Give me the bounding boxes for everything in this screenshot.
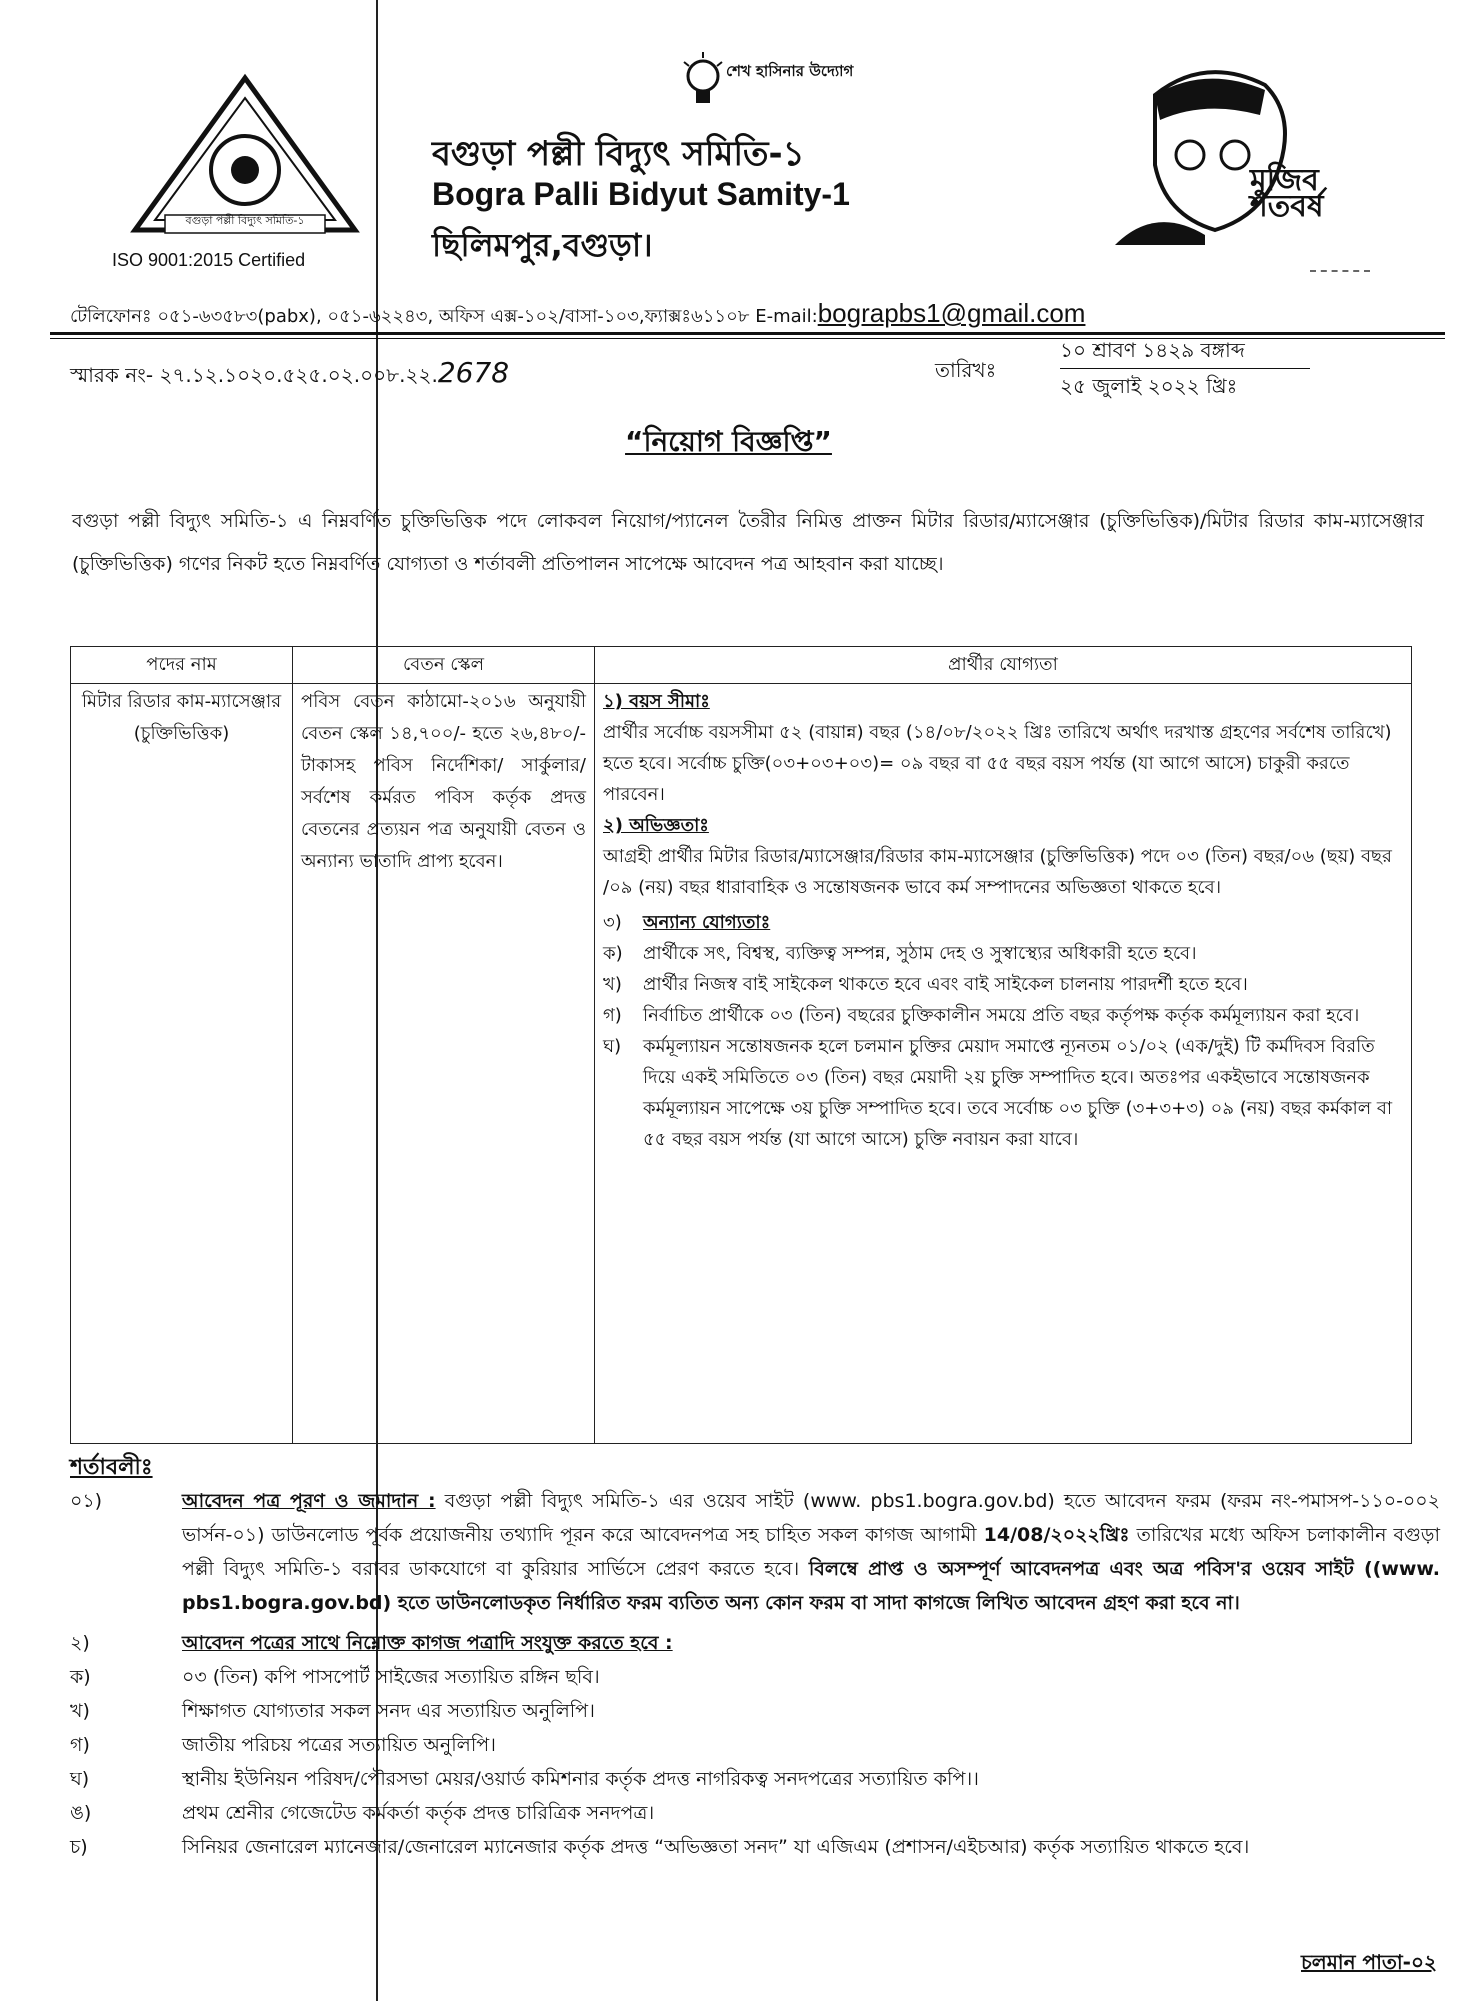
list-item bbox=[70, 1830, 1440, 1864]
memo-handwritten-number: 2678 bbox=[437, 356, 510, 389]
item-key: ঘ) bbox=[70, 1768, 90, 1790]
requirements-table bbox=[70, 646, 1412, 1444]
experience-heading: ২) অভিজ্ঞতাঃ bbox=[603, 815, 709, 836]
memo-number bbox=[70, 356, 509, 394]
item-text: কর্মমূল্যায়ন সন্তোষজনক হলে চলমান চুক্তির মেয়াদ সমাপ্তে ন্যূনতম ০১/০২ (এক/দুই) টি কর্মদিবস বিরতি দিয়ে একই সমিতিতে ০৩ (তিন) বছর মেয়াদী ২য় চুক্তি সম্পাদিত হবে। অতঃপর একইভাবে সন্তোষজনক কর্মমূল্যায়ন সাপেক্ষে ৩য় চুক্তি সম্পাদিত হবে। তবে সর্বোচ্চ ০৩ চুক্তি (৩+৩+৩) ০৯ (নয়) বছর কর্মকাল বা ৫৫ বছর বয়স পর্যন্ত (যা আগে আসে) চুক্তি নবায়ন করা যাবে। bbox=[643, 1036, 1393, 1150]
item-text: প্রথম শ্রেনীর গেজেটেড কর্মকর্তা কর্তৃক প্রদত্ত চারিত্রিক সনদপত্র। bbox=[182, 1802, 655, 1824]
item-key: ক) bbox=[603, 943, 623, 964]
condition-heading: আবেদন পত্রের সাথে নিম্নোক্ত কাগজ পত্রাদি সংযুক্ত করতে হবে : bbox=[182, 1632, 673, 1654]
list-item bbox=[70, 1762, 1440, 1796]
contact-line bbox=[70, 298, 1085, 333]
post-name: মিটার রিডার কাম-ম্যাসেঞ্জার (চুক্তিভিত্তিক) bbox=[71, 684, 293, 1444]
list-item bbox=[70, 1660, 1440, 1694]
condition-body: বগুড়া পল্লী বিদ্যুৎ সমিতি-১ এর ওয়েব সাইট (www. pbs1.bogra.gov.bd) হতে আবেদন ফরম (ফরম নং-পমাসপ-১১০-০০২ ভার্সন-০১) ডাউনলোড পূর্বক প্রয়োজনীয় তথ্যাদি পূরন করে আবেদনপত্র সহ চাহিত সকল কাগজ আগামী bbox=[182, 1490, 1440, 1546]
salary-scale: পবিস বেতন কাঠামো-২০১৬ অনুযায়ী বেতন স্কেল ১৪,৭০০/- হতে ২৬,৪৮০/- টাকাসহ পবিস নির্দেশিকা/ সার্কুলার/ সর্বশেষ কর্মরত পবিস কর্তৃক প্রদত্ত বেতনের প্রত্যয়ন পত্র অনুযায়ী বেতন ও অন্যান্য ভাতাদি প্রাপ্য হবেন। bbox=[293, 684, 595, 1444]
item-text: শিক্ষাগত যোগ্যতার সকল সনদ এর সত্যায়িত অনুলিপি। bbox=[182, 1700, 595, 1722]
date-english: ২৫ জুলাই ২০২২ খ্রিঃ bbox=[1060, 374, 1238, 398]
item-key: ক) bbox=[70, 1666, 91, 1688]
list-item bbox=[603, 1000, 1403, 1031]
item-key: গ) bbox=[70, 1734, 90, 1756]
date-divider bbox=[1060, 368, 1310, 369]
memo-label: স্মারক নং- ২৭.১২.১০২০.৫২৫.০২.০০৮.২২. bbox=[70, 363, 438, 387]
condition-heading: আবেদন পত্র পূরণ ও জমাদান : bbox=[182, 1490, 436, 1512]
condition-number: ০১) bbox=[70, 1490, 103, 1512]
notice-title-text: “নিয়োগ বিজ্ঞপ্তি” bbox=[625, 425, 832, 458]
deadline-date: 14/08/২০২২খ্রিঃ bbox=[983, 1524, 1130, 1546]
list-item bbox=[70, 1796, 1440, 1830]
header-post: পদের নাম bbox=[71, 647, 293, 684]
mujib-logo: মুজিব শতবর্ষ bbox=[1250, 163, 1324, 224]
item-key: চ) bbox=[70, 1836, 88, 1858]
other-qualifications-title: অন্যান্য যোগ্যতাঃ bbox=[643, 912, 771, 933]
continued-page-note: চলমান পাতা-০২ bbox=[1301, 1950, 1437, 1974]
bulb-icon bbox=[680, 50, 726, 110]
intro-paragraph: বগুড়া পল্লী বিদ্যুৎ সমিতি-১ এ নিম্নবর্ণিত চুক্তিভিত্তিক পদে লোকবল নিয়োগ/প্যানেল তৈরীর নিমিত্ত প্রাক্তন মিটার রিডার/ম্যাসেঞ্জার (চুক্তিভিত্তিক)/মিটার রিডার কাম-ম্যাসেঞ্জার (চুক্তিভিত্তিক) গণের নিকট হতে নিম্নবর্ণিত যোগ্যতা ও শর্তাবলী প্রতিপালন সাপেক্ষে আবেদন পত্র আহবান করা যাচ্ছে। bbox=[72, 510, 1424, 575]
other-qualifications-heading bbox=[603, 907, 1403, 938]
experience-text: আগ্রহী প্রার্থীর মিটার রিডার/ম্যাসেঞ্জার/রিডার কাম-ম্যাসেঞ্জার (চুক্তিভিত্তিক) পদে ০৩ (তিন) বছর/০৬ (ছয়) বছর /০৯ (নয়) বছর ধারাবাহিক ও সন্তোষজনক ভাবে কর্ম সম্পাদনের অভিজ্ঞতা থাকতে হবে। bbox=[603, 846, 1392, 898]
iso-certification: ISO 9001:2015 Certified bbox=[112, 250, 306, 270]
header-qualification: প্রার্থীর যোগ্যতা bbox=[595, 647, 1412, 684]
conditions-list bbox=[70, 1484, 1440, 1864]
item-text: সিনিয়র জেনারেল ম্যানেজার/জেনারেল ম্যানেজার কর্তৃক প্রদত্ত “অভিজ্ঞতা সনদ” যা এজিএম (প্রশাসন/এইচআর) কর্তৃক সত্যায়িত থাকতে হবে। bbox=[182, 1836, 1250, 1858]
item-key: ঙ) bbox=[70, 1802, 92, 1824]
list-item bbox=[603, 938, 1403, 969]
list-item bbox=[603, 1031, 1403, 1155]
divider bbox=[1310, 270, 1370, 272]
age-limit-text: প্রার্থীর সর্বোচ্চ বয়সসীমা ৫২ (বায়ান্ন) বছর (১৪/০৮/২০২২ খ্রিঃ তারিখে অর্থাৎ দরখাস্ত গ্রহণের সর্বশেষ তারিখে) হতে হবে। সর্বোচ্চ চুক্তি(০৩+০৩+০৩)= ০৯ বছর বা ৫৫ বছর বয়স পর্যন্ত (যা আগে আসে) চাকুরী করতে পারবেন। bbox=[603, 722, 1392, 805]
item-text: নির্বাচিত প্রার্থীকে ০৩ (তিন) বছরের চুক্তিকালীন সময়ে প্রতি বছর কর্তৃপক্ষ কর্তৃক কর্মমূল্যায়ন করা হবে। bbox=[643, 1005, 1360, 1026]
qualifications bbox=[595, 684, 1412, 1444]
age-limit-heading: ১) বয়স সীমাঃ bbox=[603, 691, 710, 712]
other-qualifications-number: ৩) bbox=[603, 912, 622, 933]
slogan: শেখ হাসিনার উদ্যোগ bbox=[726, 62, 854, 80]
org-name-bangla: বগুড়া পল্লী বিদ্যুৎ সমিতি-১ bbox=[432, 134, 805, 174]
condition-body-2: তারিখের মধ্যে অফিস চলাকালীন বগুড়া পল্লী বিদ্যুৎ সমিতি-১ বরাবর ডাকযোগে বা কুরিয়ার সার্ভিসে প্রেরণ করতে হবে। bbox=[182, 1524, 1440, 1580]
header-salary: বেতন স্কেল bbox=[293, 647, 595, 684]
list-item bbox=[603, 969, 1403, 1000]
contact-details: টেলিফোনঃ ০৫১-৬৩৫৮৩(pabx), ০৫১-৬২২৪৩, অফিস এক্স-১০২/বাসা-১০৩,ফ্যাক্সঃ৬১১০৮ E-mail: bbox=[70, 306, 818, 327]
item-key: খ) bbox=[603, 974, 622, 995]
list-item bbox=[70, 1694, 1440, 1728]
conditions-title: শর্তাবলীঃ bbox=[70, 1455, 153, 1480]
org-address: ছিলিমপুর,বগুড়া। bbox=[432, 226, 653, 264]
condition-warning: বিলম্বে প্রাপ্ত ও অসম্পূর্ণ আবেদনপত্র এবং অত্র পবিস'র ওয়েব সাইট ((www. pbs1.bogra.gov.bd) হতে ডাউনলোডকৃত নির্ধারিত ফরম ব্যতিত অন্য কোন ফরম বা সাদা কাগজে লিখিত আবেদন গ্রহণ করা হবে না। bbox=[182, 1558, 1440, 1614]
item-text: স্থানীয় ইউনিয়ন পরিষদ/পৌরসভা মেয়র/ওয়ার্ড কমিশনার কর্তৃক প্রদত্ত নাগরিকত্ব সনদপত্রের সত্যায়িত কপি।। bbox=[182, 1768, 979, 1790]
condition-text bbox=[182, 1484, 1440, 1620]
date-label: তারিখঃ bbox=[935, 358, 997, 382]
item-text: প্রার্থীর নিজস্ব বাই সাইকেল থাকতে হবে এবং বাই সাইকেল চালনায় পারদর্শী হতে হবে। bbox=[643, 974, 1248, 995]
notice-title bbox=[0, 420, 1457, 467]
header-rule bbox=[50, 332, 1445, 335]
org-name-english: Bogra Palli Bidyut Samity-1 bbox=[432, 176, 850, 212]
item-text: ০৩ (তিন) কপি পাসপোর্ট সাইজের সত্যায়িত রঙ্গিন ছবি। bbox=[182, 1666, 600, 1688]
logo-text: বগুড়া পল্লী বিদ্যুৎ সমিতি-১ bbox=[185, 214, 305, 227]
email-link[interactable]: bograpbs1@gmail.com bbox=[817, 298, 1086, 328]
item-key: গ) bbox=[603, 1005, 622, 1026]
condition-1 bbox=[70, 1484, 1440, 1620]
condition-number: ২) bbox=[70, 1632, 90, 1654]
item-text: জাতীয় পরিচয় পত্রের সত্যায়িত অনুলিপি। bbox=[182, 1734, 496, 1756]
item-text: প্রার্থীকে সৎ, বিশ্বস্থ, ব্যক্তিত্ব সম্পন্ন, সুঠাম দেহ ও সুস্বাস্থ্যের অধিকারী হতে হবে। bbox=[643, 943, 1197, 964]
item-key: খ) bbox=[70, 1700, 90, 1722]
list-item bbox=[70, 1728, 1440, 1762]
date-bangla: ১০ শ্রাবণ ১৪২৯ বঙ্গাব্দ bbox=[1060, 338, 1245, 362]
item-key: ঘ) bbox=[603, 1036, 622, 1057]
condition-2 bbox=[70, 1626, 1440, 1660]
